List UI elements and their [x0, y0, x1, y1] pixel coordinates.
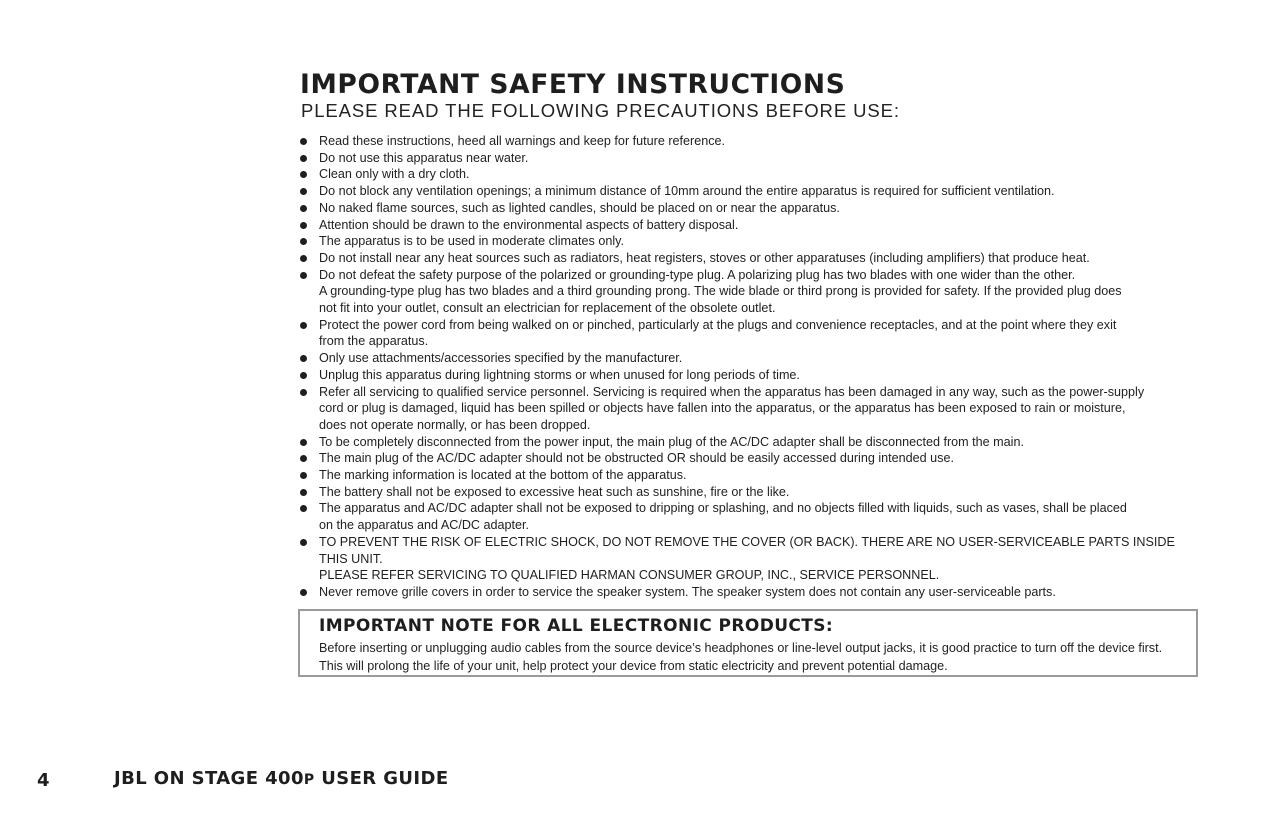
list-item-text: No naked flame sources, such as lighted candles, should be placed on or near the apparatus. — [319, 200, 840, 215]
list-item — [300, 384, 1205, 434]
bullet-icon — [300, 539, 307, 546]
bullet-icon — [300, 389, 307, 396]
bullet-icon — [300, 238, 307, 245]
list-item — [300, 434, 1205, 451]
list-item — [300, 350, 1205, 367]
bullet-icon — [300, 171, 307, 178]
list-item — [300, 133, 1205, 150]
list-item — [300, 250, 1205, 267]
bullet-icon — [300, 188, 307, 195]
list-item — [300, 467, 1205, 484]
list-item — [300, 200, 1205, 217]
page-title: IMPORTANT SAFETY INSTRUCTIONS — [300, 69, 846, 100]
list-item-text: Read these instructions, heed all warnings and keep for future reference. — [319, 134, 726, 148]
page-subtitle: PLEASE READ THE FOLLOWING PRECAUTIONS BEFORE USE: — [301, 100, 900, 121]
note-heading: IMPORTANT NOTE FOR ALL ELECTRONIC PRODUCTS: — [319, 616, 834, 636]
bullet-icon — [300, 222, 307, 229]
bullet-icon — [300, 272, 307, 279]
important-note-box — [298, 609, 1198, 677]
guide-title-suffix: P — [303, 772, 315, 788]
bullet-icon — [300, 589, 307, 596]
list-item — [300, 150, 1205, 167]
bullet-icon — [300, 355, 307, 362]
list-item-text: Never remove grille covers in order to service the speaker system. The speaker system does not contain any user-serviceable parts. — [319, 584, 1056, 599]
bullet-icon — [300, 205, 307, 212]
list-item-text: Clean only with a dry cloth. — [319, 167, 470, 182]
list-item-text: Refer all servicing to qualified service personnel. Servicing is required when the apparatus has been damaged in any way, such as the power-supply cord or plug is damaged, liquid has been spilled or objects have fallen into the apparatus, or the apparatus has been exposed to rain or moisture, does not operate normally, or has been dropped. — [319, 384, 1145, 432]
bullet-icon — [300, 255, 307, 262]
list-item — [300, 484, 1205, 501]
list-item-text: Protect the power cord from being walked on or pinched, particularly at the plugs and convenience receptacles, and at the point where they exit from the apparatus. — [319, 317, 1117, 349]
list-item-text: The marking information is located at the bottom of the apparatus. — [319, 468, 687, 483]
bullet-icon — [300, 322, 307, 329]
list-item-text: To be completely disconnected from the power input, the main plug of the AC/DC adapter shall be disconnected from the main. — [319, 434, 1024, 449]
list-item — [300, 367, 1205, 384]
list-item-text: The apparatus is to be used in moderate climates only. — [319, 234, 624, 249]
list-item — [300, 500, 1205, 533]
bullet-icon — [300, 372, 307, 379]
list-item — [300, 217, 1205, 234]
list-item — [300, 584, 1205, 601]
bullet-icon — [300, 489, 307, 496]
list-item-text: The battery shall not be exposed to excessive heat such as sunshine, fire or the like. — [319, 484, 790, 499]
bullet-icon — [300, 472, 307, 479]
list-item-text: Do not install near any heat sources such as radiators, heat registers, stoves or other apparatuses (including amplifiers) that produce heat. — [319, 250, 1090, 265]
list-item-text: TO PREVENT THE RISK OF ELECTRIC SHOCK, DO NOT REMOVE THE COVER (OR BACK). THERE ARE NO USER-SERVICEABLE PARTS INSIDE THIS UNIT. PLEASE REFER SERVICING TO QUALIFIED HARMAN CONSUMER GROUP, INC., SERVICE PERSONNEL. — [319, 534, 1175, 583]
list-item — [300, 317, 1205, 350]
page-number: 4 — [37, 770, 50, 791]
bullet-icon — [300, 155, 307, 162]
safety-instructions-list — [300, 133, 1205, 601]
list-item — [300, 183, 1205, 200]
bullet-icon — [300, 505, 307, 512]
list-item-text: Attention should be drawn to the environmental aspects of battery disposal. — [319, 217, 739, 232]
guide-title-main: JBL ON STAGE 400 — [114, 768, 304, 789]
list-item-text: Do not defeat the safety purpose of the polarized or grounding-type plug. A polarizing plug has two blades with one wider than the other. A grounding-type plug has two blades and a third grounding prong. The wide blade or third prong is provided for safety. If the provided plug does not fit into your outlet, consult an electrician for replacement of the obsolete outlet. — [319, 267, 1122, 316]
list-item — [300, 450, 1205, 467]
list-item — [300, 267, 1205, 317]
note-body: Before inserting or unplugging audio cables from the source device’s headphones or line-level output jacks, it is good practice to turn off the device first. This will prolong the life of your unit, help protect your device from static electricity and prevent potential damage. — [319, 641, 1163, 673]
list-item-text: The apparatus and AC/DC adapter shall not be exposed to dripping or splashing, and no objects filled with liquids, such as vases, shall be placed on the apparatus and AC/DC adapter. — [319, 501, 1127, 533]
list-item — [300, 166, 1205, 183]
guide-title-end: USER GUIDE — [314, 768, 449, 789]
list-item-text: Do not use this apparatus near water. — [319, 150, 529, 165]
list-item — [300, 534, 1205, 584]
list-item-text: Unplug this apparatus during lightning storms or when unused for long periods of time. — [319, 367, 800, 382]
bullet-icon — [300, 138, 307, 145]
list-item-text: Only use attachments/accessories specified by the manufacturer. — [319, 351, 683, 366]
bullet-icon — [300, 439, 307, 446]
guide-title — [114, 768, 449, 791]
list-item-text: The main plug of the AC/DC adapter should not be obstructed OR should be easily accessed during intended use. — [319, 451, 954, 466]
list-item-text: Do not block any ventilation openings; a minimum distance of 10mm around the entire apparatus is required for sufficient ventilation. — [319, 184, 1055, 199]
list-item — [300, 233, 1205, 250]
bullet-icon — [300, 455, 307, 462]
